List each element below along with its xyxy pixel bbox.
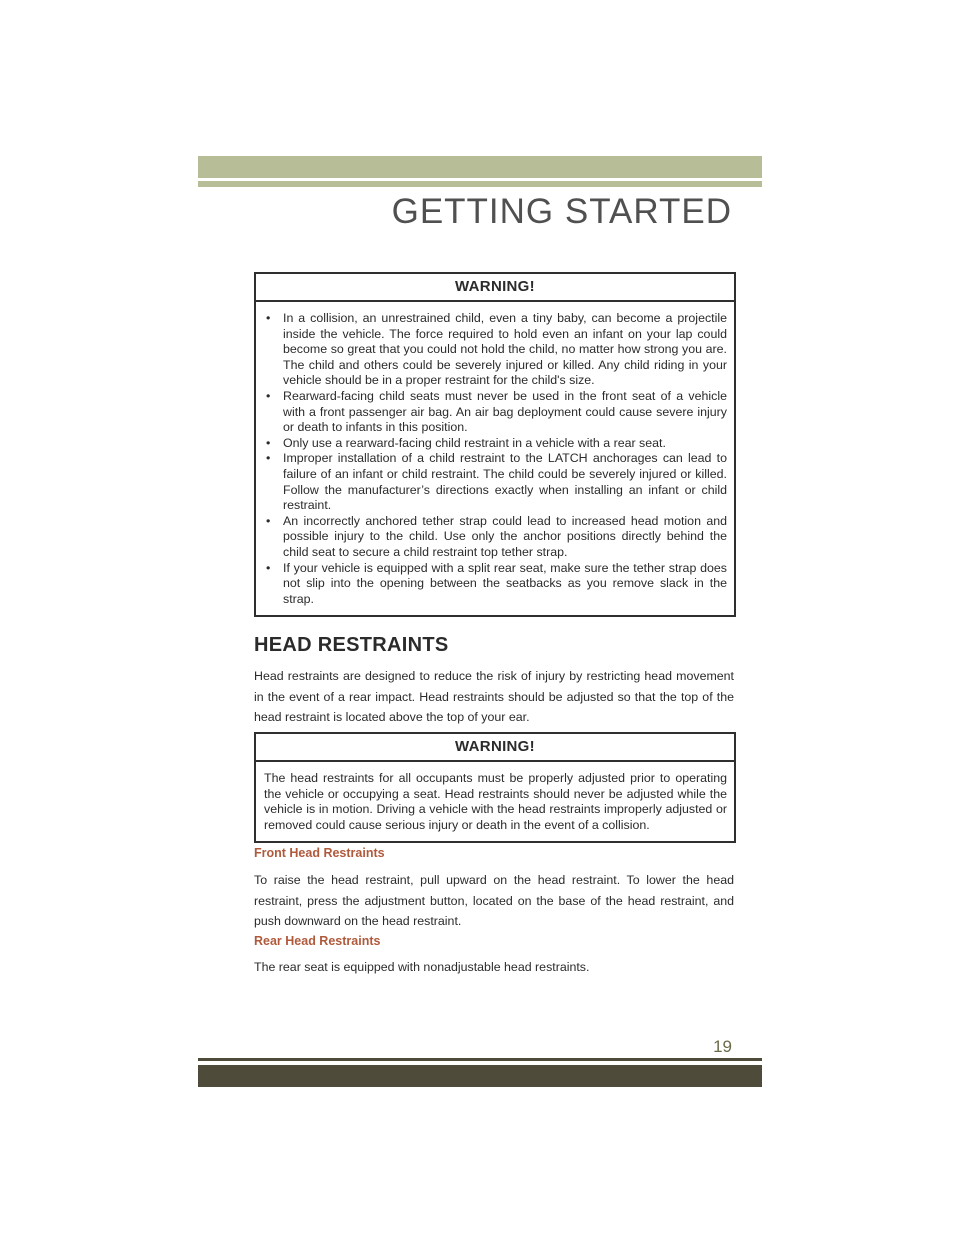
- front-head-restraints-heading: Front Head Restraints: [254, 846, 385, 860]
- head-restraints-title: HEAD RESTRAINTS: [254, 634, 449, 656]
- warning-item: • If your vehicle is equipped with a split rear seat, make sure the tether strap does not slip into the opening between the seatbacks as you remove slack in the strap.: [266, 560, 727, 606]
- footer-line: [198, 1058, 762, 1061]
- rear-head-restraints-text: The rear seat is equipped with nonadjustable head restraints.: [254, 960, 590, 974]
- head-restraint-warning-box: [254, 732, 736, 843]
- warning-item: • Rearward-facing child seats must never be used in the front seat of a vehicle with a front passenger air bag. An air bag deployment could cause severe injury or death to infants in this position.: [266, 388, 727, 435]
- warning-title: WARNING!: [256, 734, 734, 762]
- footer-bar: [198, 1065, 762, 1087]
- front-head-restraints-text: To raise the head restraint, pull upward on the head restraint. To lower the head restraint, press the adjustment button, located on the base of the head restraint, and push downward on the head restraint.: [254, 873, 734, 929]
- warning-item: • In a collision, an unrestrained child, even a tiny baby, can become a projectile inside the vehicle. The force required to hold even an infant on your lap could become so great that you could not hold the child, no matter how strong you are. The child and others could be severely injured or killed. Any child riding in your vehicle should be in a proper restraint for the child's size.: [266, 311, 727, 388]
- head-restraints-intro: Head restraints are designed to reduce the risk of injury by restricting head movement in the event of a rear impact. Head restraints should be adjusted so that the top of the head restraint is located above the top of your ear.: [254, 669, 734, 725]
- section-title: GETTING STARTED: [391, 192, 732, 231]
- warning-item: • Only use a rearward-facing child restraint in a vehicle with a rear seat.: [266, 435, 666, 450]
- page-number: 19: [713, 1037, 732, 1056]
- warning-title: WARNING!: [256, 274, 734, 302]
- header-bar: [198, 156, 762, 178]
- warning-item: • Improper installation of a child restraint to the LATCH anchorages can lead to failure of an infant or child restraint. The child could be severely injured or killed. Follow the manufacturer’s directions exactly when installing an infant or child restraint.: [266, 451, 727, 513]
- header-stripe: [198, 181, 762, 187]
- warning-item: • An incorrectly anchored tether strap could lead to increased head motion and possible injury to the child. Use only the anchor positions directly behind the child seat to secure a child restraint top tether strap.: [266, 513, 727, 559]
- child-restraint-warning-box: [254, 272, 736, 617]
- warning-list: [264, 311, 727, 607]
- rear-head-restraints-heading: Rear Head Restraints: [254, 934, 381, 948]
- warning-text: The head restraints for all occupants must be properly adjusted prior to operating the vehicle or occupying a seat. Head restraints should never be adjusted while the vehicle is in motion. Driving a vehicle with the head restraints improperly adjusted or removed could cause serious injury or death in the event of a collision.: [264, 771, 727, 832]
